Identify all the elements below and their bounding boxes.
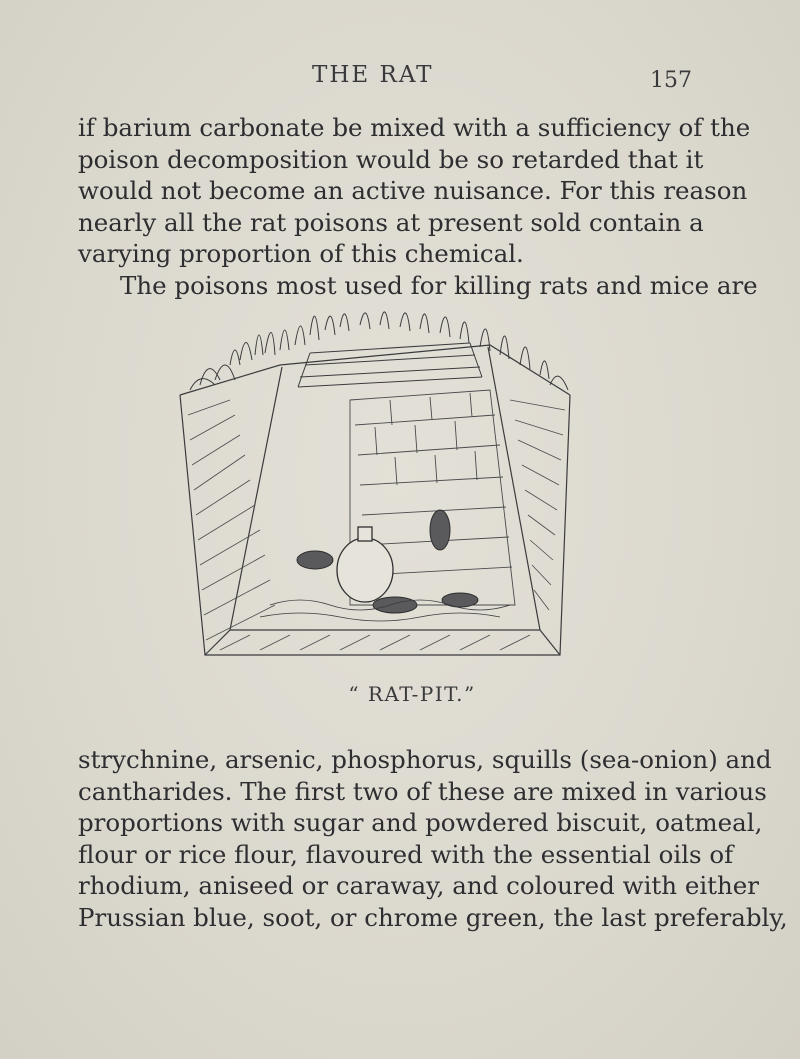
text-line: Prussian blue, soot, or chrome green, the last preferably, bbox=[78, 902, 788, 932]
trapdoor-lid bbox=[298, 343, 482, 387]
text-line: The poisons most used for killing rats and mice are bbox=[120, 270, 758, 300]
paragraph-bottom bbox=[78, 744, 788, 933]
text-line: poison decomposition would be so retarded that it bbox=[78, 144, 704, 174]
text-line: cantharides. The first two of these are mixed in various bbox=[78, 776, 767, 806]
running-head-title: THE RAT bbox=[312, 62, 434, 88]
grass-tufts bbox=[190, 312, 568, 390]
text-line: strychnine, arsenic, phosphorus, squills (sea-onion) and bbox=[78, 745, 772, 774]
figure-caption-text: “ RAT-PIT.” bbox=[348, 682, 476, 706]
figure-caption bbox=[0, 682, 800, 706]
text-line: nearly all the rat poisons at present sold contain a bbox=[78, 207, 704, 237]
running-head bbox=[0, 62, 800, 96]
bait-bottle bbox=[337, 527, 393, 602]
text-line: if barium carbonate be mixed with a sufficiency of the bbox=[78, 113, 751, 142]
paragraph-top bbox=[78, 112, 758, 301]
wall-hatching bbox=[188, 400, 565, 650]
text-line: would not become an active nuisance. For this reason bbox=[78, 176, 748, 205]
text-line: proportions with sugar and powdered biscuit, oatmeal, bbox=[78, 808, 763, 837]
text-line: flour or rice flour, flavoured with the essential oils of bbox=[78, 839, 734, 869]
text-line: varying proportion of this chemical. bbox=[78, 239, 524, 268]
page-number: 157 bbox=[650, 68, 692, 93]
rat-pit-illustration bbox=[170, 305, 580, 675]
text-line: rhodium, aniseed or caraway, and coloured with either bbox=[78, 871, 760, 900]
